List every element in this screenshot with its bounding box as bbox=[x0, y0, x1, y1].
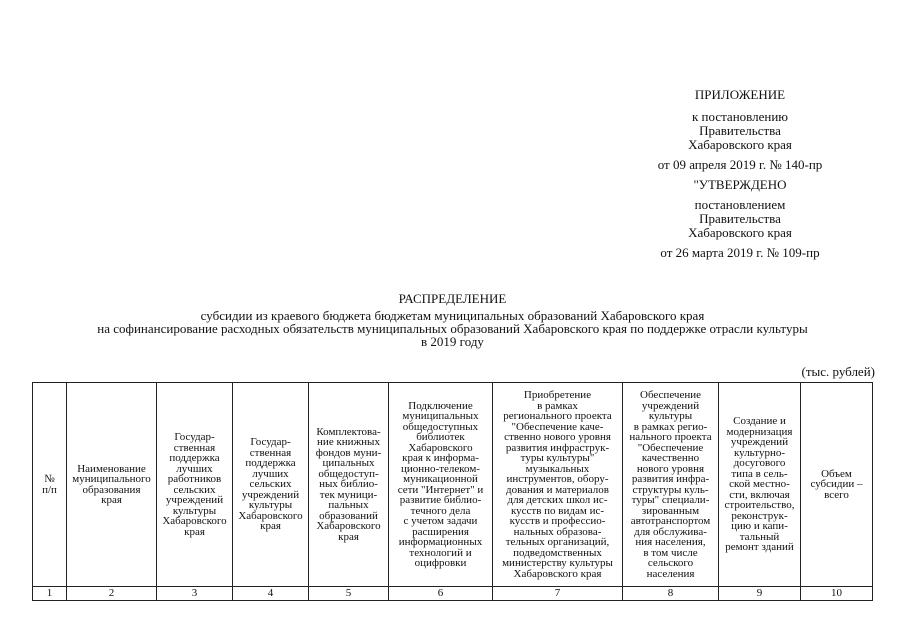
column-header: Наименование муниципального образования края bbox=[67, 383, 157, 587]
column-number: 4 bbox=[233, 587, 309, 601]
column-header: Объем субсидии – всего bbox=[801, 383, 873, 587]
column-number: 10 bbox=[801, 587, 873, 601]
column-header: Приобретение в рамках регионального проекта "Обеспечение каче- ственно нового уровня развития инфраструк- туры культуры" музыкальных инструментов, обору- дования и материалов для детских школ ис- кусств по видам ис- кусств и профессио- нальных образова- тельных организаций, подведомственных министерству культуры Хабаровского края bbox=[493, 383, 623, 587]
table-header-row bbox=[33, 383, 873, 587]
column-header: Подключение муниципальных общедоступных библиотек Хабаровского края к информа- ционно-телеком- муникационной сети "Интернет" и развитие библио- течного дела с учетом задачи расширения информационных технологий и оцифровки bbox=[389, 383, 493, 587]
appendix-line: от 26 марта 2019 г. № 109-пр bbox=[660, 245, 820, 260]
approved-label: "УТВЕРЖДЕНО bbox=[693, 177, 787, 192]
units-label: (тыс. рублей) bbox=[801, 364, 875, 379]
title-subtitle: субсидии из краевого бюджета бюджетам муниципальных образований Хабаровского края bbox=[200, 308, 705, 323]
column-header: Государ- ственная поддержка лучших сельских учреждений культуры Хабаровского края bbox=[233, 383, 309, 587]
appendix-line: Правительства bbox=[699, 123, 781, 138]
appendix-line: к постановлению bbox=[691, 109, 789, 124]
column-number: 9 bbox=[719, 587, 801, 601]
appendix-line: от 09 апреля 2019 г. № 140-пр bbox=[657, 157, 823, 172]
column-header: Государ- ственная поддержка лучших работников сельских учреждений культуры Хабаровского края bbox=[157, 383, 233, 587]
column-number: 2 bbox=[67, 587, 157, 601]
column-header: Комплектова- ние книжных фондов муни- ципальных общедоступ- ных библио- тек муници- пальных образований Хабаровского края bbox=[309, 383, 389, 587]
column-number: 6 bbox=[389, 587, 493, 601]
title-main: РАСПРЕДЕЛЕНИЕ bbox=[398, 291, 507, 306]
title-subtitle: на софинансирование расходных обязательств муниципальных образований Хабаровского края по поддержке отрасли культуры bbox=[97, 321, 808, 336]
column-number: 1 bbox=[33, 587, 67, 601]
column-header: Создание и модернизация учреждений культурно- досугового типа в сель- ской местно- сти, включая строительство, реконструк- цию и капи- тальный ремонт зданий bbox=[719, 383, 801, 587]
column-number: 5 bbox=[309, 587, 389, 601]
appendix-heading: ПРИЛОЖЕНИЕ bbox=[694, 87, 786, 102]
appendix-line: Хабаровского края bbox=[688, 225, 792, 240]
title-subtitle: в 2019 году bbox=[421, 334, 484, 349]
column-header: Обеспечение учреждений культуры в рамках регио- нального проекта "Обеспечение качественно нового уровня развития инфра- структуры куль- туры" специали- зированным автотранспортом для обслужива- ния населения, в том числе сельского населения bbox=[623, 383, 719, 587]
appendix-block bbox=[640, 88, 840, 260]
appendix-line: постановлением bbox=[694, 197, 786, 212]
column-number: 8 bbox=[623, 587, 719, 601]
column-number: 3 bbox=[157, 587, 233, 601]
column-number: 7 bbox=[493, 587, 623, 601]
column-number-row bbox=[33, 587, 873, 601]
appendix-line: Правительства bbox=[699, 211, 781, 226]
distribution-table bbox=[32, 382, 873, 601]
document-title bbox=[20, 292, 885, 348]
column-header: № п/п bbox=[33, 383, 67, 587]
appendix-line: Хабаровского края bbox=[688, 137, 792, 152]
